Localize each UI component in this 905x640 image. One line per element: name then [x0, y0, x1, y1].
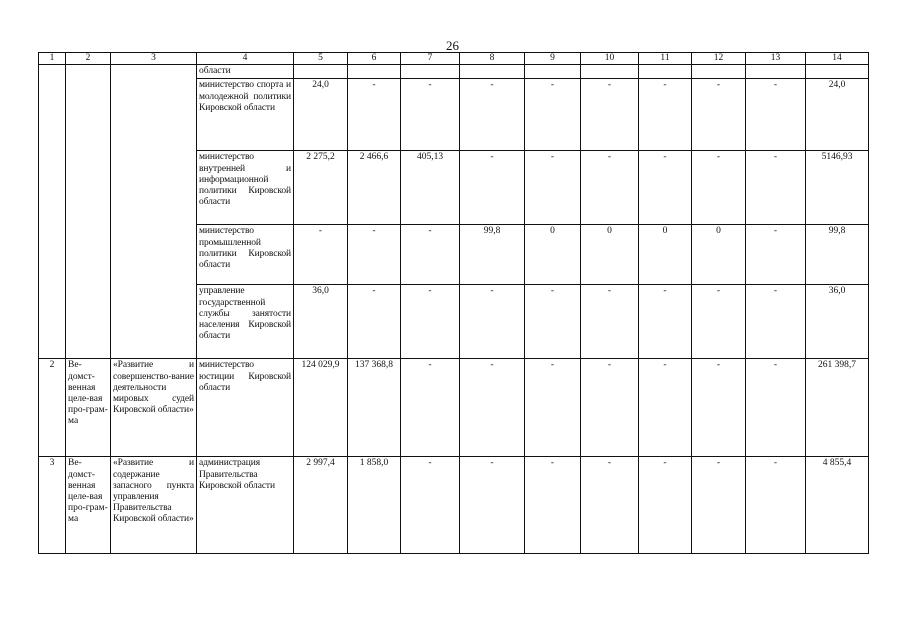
page-number: 26: [446, 38, 459, 53]
agency-cell: управление государственной службы занятости населения Кировской области: [197, 285, 294, 359]
agency-cell: министерство юстиции Кировской области: [197, 359, 294, 457]
agency-continuation: области: [197, 65, 294, 79]
col-num: 7: [401, 53, 460, 65]
value-cell: -: [401, 359, 460, 457]
value-cell: -: [525, 359, 581, 457]
program-type: Ве-домст-венная целе-вая про-грам-ма: [66, 359, 111, 457]
col-num: 8: [460, 53, 525, 65]
cell-empty: [66, 65, 111, 359]
value-cell: -: [692, 457, 746, 554]
value-cell: 2 466,6: [348, 151, 401, 225]
total-cell: 261 398,7: [806, 359, 869, 457]
col-num: 13: [746, 53, 806, 65]
value-cell: -: [746, 151, 806, 225]
col-num: 10: [581, 53, 639, 65]
program-type: Ве-домст-венная целе-вая про-грам-ма: [66, 457, 111, 554]
value-cell: -: [460, 79, 525, 151]
value-cell: -: [294, 225, 348, 285]
value-cell: -: [746, 457, 806, 554]
value-cell: -: [746, 79, 806, 151]
value-cell: -: [460, 457, 525, 554]
col-num: 2: [66, 53, 111, 65]
total-cell: 24,0: [806, 79, 869, 151]
value-cell: -: [525, 151, 581, 225]
value-cell: -: [581, 79, 639, 151]
col-num: 4: [197, 53, 294, 65]
value-cell: 405,13: [401, 151, 460, 225]
value-cell: 2 275,2: [294, 151, 348, 225]
value-cell: -: [692, 359, 746, 457]
value-cell: -: [348, 225, 401, 285]
program-row: [39, 457, 869, 554]
value-cell: -: [525, 285, 581, 359]
program-name: «Развитие и совершенство-вание деятельности мировых судей Кировской области»: [111, 359, 197, 457]
value-cell: -: [460, 285, 525, 359]
value-cell: 0: [525, 225, 581, 285]
col-num: 14: [806, 53, 869, 65]
budget-table: [38, 52, 869, 554]
value-cell: -: [581, 359, 639, 457]
value-cell: -: [401, 79, 460, 151]
agency-cell: министерство спорта и молодежной политики Кировской области: [197, 79, 294, 151]
value-cell: -: [692, 79, 746, 151]
total-cell: 36,0: [806, 285, 869, 359]
col-num: 11: [639, 53, 692, 65]
value-cell: -: [460, 151, 525, 225]
col-num: 12: [692, 53, 746, 65]
value-cell: -: [639, 457, 692, 554]
value-cell: 1 858,0: [348, 457, 401, 554]
value-cell: -: [525, 457, 581, 554]
value-cell: 99,8: [460, 225, 525, 285]
col-num: 9: [525, 53, 581, 65]
value-cell: -: [639, 79, 692, 151]
value-cell: -: [401, 225, 460, 285]
total-cell: 99,8: [806, 225, 869, 285]
value-cell: -: [581, 457, 639, 554]
row-number: 2: [39, 359, 66, 457]
total-cell: 4 855,4: [806, 457, 869, 554]
agency-cell: администрация Правительства Кировской области: [197, 457, 294, 554]
agency-cell: министерство внутренней и информационной политики Кировской области: [197, 151, 294, 225]
col-num: 5: [294, 53, 348, 65]
value-cell: 24,0: [294, 79, 348, 151]
value-cell: -: [348, 285, 401, 359]
value-cell: -: [746, 285, 806, 359]
value-cell: -: [525, 79, 581, 151]
value-cell: -: [639, 359, 692, 457]
value-cell: -: [692, 151, 746, 225]
value-cell: 137 368,8: [348, 359, 401, 457]
value-cell: -: [460, 359, 525, 457]
value-cell: -: [401, 285, 460, 359]
value-cell: 124 029,9: [294, 359, 348, 457]
cell-empty: [39, 65, 66, 359]
total-cell: 5146,93: [806, 151, 869, 225]
cell-empty: [111, 65, 197, 359]
value-cell: 0: [581, 225, 639, 285]
value-cell: 0: [639, 225, 692, 285]
value-cell: 0: [692, 225, 746, 285]
agency-cell: министерство промышленной политики Кировской области: [197, 225, 294, 285]
value-cell: -: [639, 151, 692, 225]
value-cell: -: [401, 457, 460, 554]
row-number: 3: [39, 457, 66, 554]
value-cell: -: [581, 151, 639, 225]
value-cell: -: [692, 285, 746, 359]
continuation-row: [39, 65, 869, 79]
value-cell: -: [746, 225, 806, 285]
program-name: «Развитие и содержание запасного пункта управления Правительства Кировской области»: [111, 457, 197, 554]
col-num: 1: [39, 53, 66, 65]
value-cell: -: [746, 359, 806, 457]
value-cell: 2 997,4: [294, 457, 348, 554]
value-cell: 36,0: [294, 285, 348, 359]
program-row: [39, 359, 869, 457]
value-cell: -: [581, 285, 639, 359]
value-cell: -: [639, 285, 692, 359]
value-cell: -: [348, 79, 401, 151]
col-num: 3: [111, 53, 197, 65]
col-num: 6: [348, 53, 401, 65]
column-number-row: [39, 53, 869, 65]
